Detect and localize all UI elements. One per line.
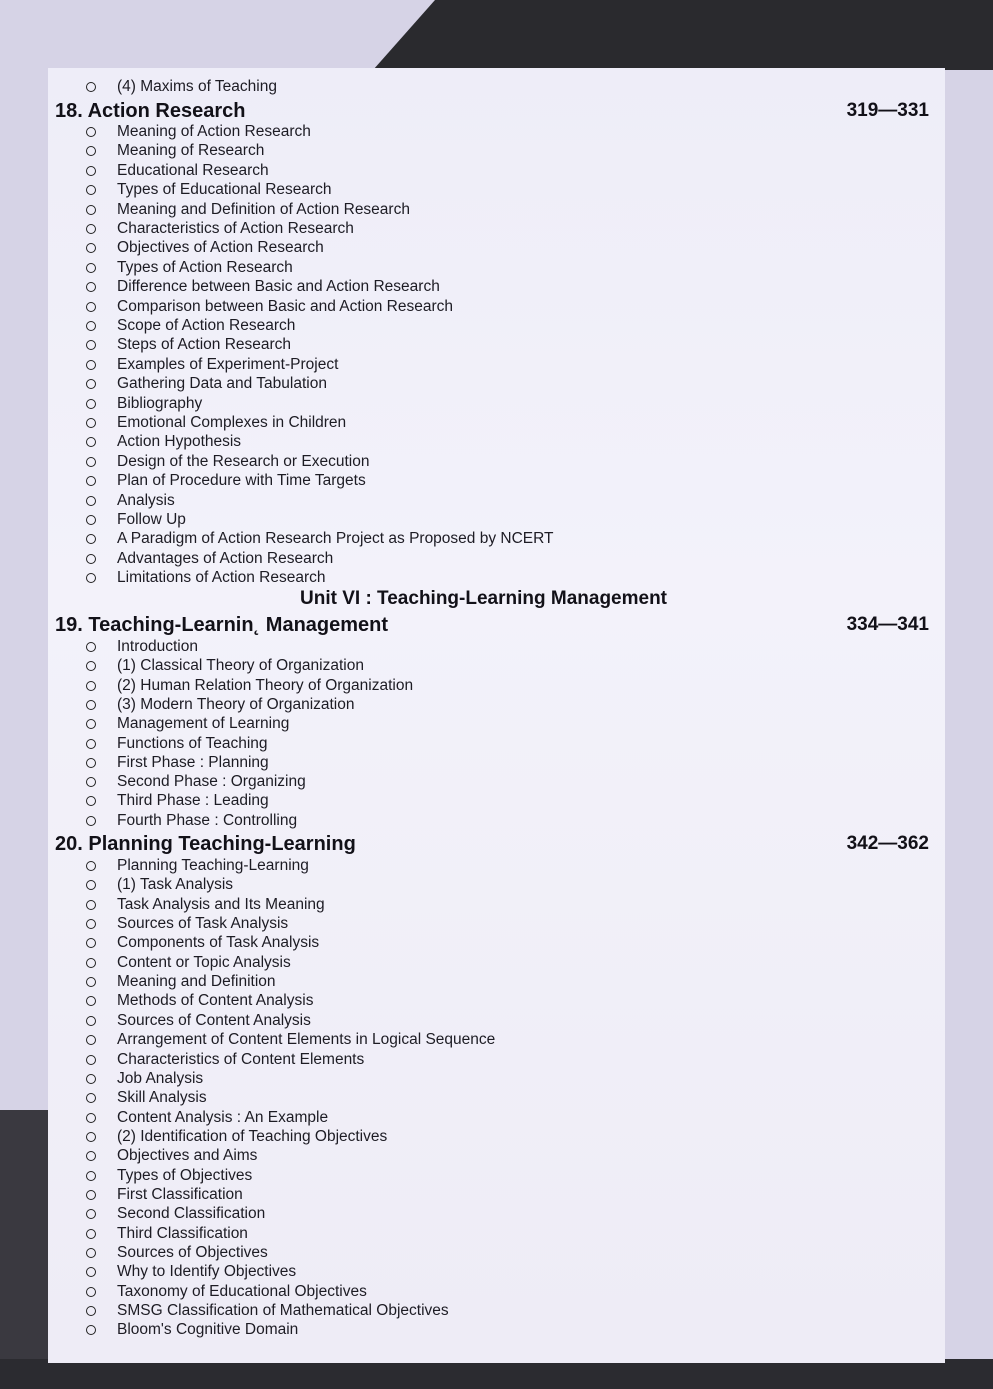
circle-bullet-icon — [86, 739, 96, 749]
toc-item — [86, 471, 366, 491]
circle-bullet-icon — [86, 302, 96, 312]
toc-item — [86, 1127, 387, 1147]
toc-item-label: Examples of Experiment-Project — [117, 355, 339, 373]
circle-bullet-icon — [86, 205, 96, 215]
toc-item-label: Third Phase : Leading — [117, 792, 269, 810]
circle-bullet-icon — [86, 127, 96, 137]
toc-item-label: Gathering Data and Tabulation — [117, 375, 327, 393]
toc-item — [86, 355, 338, 375]
toc-item — [86, 1030, 495, 1050]
unit-heading: Unit VI : Teaching-Learning Management — [300, 588, 668, 609]
toc-item-label: Taxonomy of Educational Objectives — [117, 1282, 367, 1300]
toc-item — [86, 895, 325, 915]
toc-item-label: (3) Modern Theory of Organization — [117, 695, 355, 713]
toc-item-label: Meaning of Action Research — [117, 123, 311, 140]
toc-item — [86, 772, 306, 792]
toc-item — [86, 991, 313, 1011]
toc-item-label: Sources of Task Analysis — [117, 915, 289, 933]
toc-item — [86, 141, 264, 161]
circle-bullet-icon — [86, 861, 96, 871]
circle-bullet-icon — [86, 224, 96, 234]
toc-item — [86, 914, 288, 934]
chapter-heading — [55, 613, 388, 637]
toc-item-label: Meaning and Definition — [117, 973, 276, 991]
circle-bullet-icon — [86, 263, 96, 273]
toc-item — [86, 1050, 364, 1070]
circle-bullet-icon — [86, 243, 96, 253]
toc-item-label: (1) Classical Theory of Organization — [117, 657, 364, 675]
toc-item-label: Methods of Content Analysis — [117, 992, 314, 1010]
circle-bullet-icon — [86, 515, 96, 525]
toc-item-label: Bibliography — [117, 394, 203, 412]
toc-item — [86, 549, 333, 569]
toc-item-label: Management of Learning — [117, 715, 290, 733]
toc-item — [86, 695, 355, 715]
circle-bullet-icon — [86, 399, 96, 409]
toc-item-label: Characteristics of Content Elements — [117, 1050, 365, 1068]
circle-bullet-icon — [86, 880, 96, 890]
toc-item-label: Objectives and Aims — [117, 1147, 258, 1165]
toc-item-label: Introduction — [117, 638, 198, 655]
toc-item-label: Arrangement of Content Elements in Logical Sequence — [117, 1031, 496, 1049]
toc-item — [86, 180, 332, 200]
toc-item-label: (4) Maxims of Teaching — [117, 78, 277, 95]
circle-bullet-icon — [86, 185, 96, 195]
toc-item — [86, 1282, 367, 1302]
toc-item — [86, 933, 319, 953]
circle-bullet-icon — [86, 1190, 96, 1200]
chapter-title: 19. Teaching-Learnin˛ Management — [55, 613, 389, 636]
toc-item-label: Planning Teaching-Learning — [117, 857, 309, 874]
toc-item-label: Content Analysis : An Example — [117, 1108, 329, 1126]
circle-bullet-icon — [86, 437, 96, 447]
toc-item-label: Characteristics of Action Research — [117, 220, 354, 237]
circle-bullet-icon — [86, 379, 96, 389]
toc-item — [86, 1262, 296, 1282]
circle-bullet-icon — [86, 534, 96, 544]
circle-bullet-icon — [86, 1209, 96, 1219]
toc-item — [86, 491, 175, 511]
circle-bullet-icon — [86, 496, 96, 506]
toc-item-label: Plan of Procedure with Time Targets — [117, 472, 366, 490]
circle-bullet-icon — [86, 1248, 96, 1258]
circle-bullet-icon — [86, 977, 96, 987]
toc-item — [86, 1224, 248, 1244]
toc-item-label: Fourth Phase : Controlling — [117, 811, 298, 829]
toc-item — [86, 529, 554, 549]
chapter-page-range: 342—362 — [846, 833, 929, 854]
toc-item — [86, 510, 186, 530]
toc-item-label: Sources of Objectives — [117, 1244, 268, 1261]
toc-item — [86, 1301, 449, 1321]
chapter-title: 20. Planning Teaching-Learning — [55, 832, 356, 855]
toc-item-label: Second Classification — [117, 1205, 266, 1223]
toc-item — [86, 811, 297, 831]
toc-item — [86, 656, 364, 676]
circle-bullet-icon — [86, 958, 96, 968]
toc-item-label: First Phase : Planning — [117, 753, 269, 771]
chapter-heading — [55, 832, 356, 856]
circle-bullet-icon — [86, 1074, 96, 1084]
circle-bullet-icon — [86, 996, 96, 1006]
toc-item — [86, 413, 346, 433]
circle-bullet-icon — [86, 1151, 96, 1161]
toc-item — [86, 676, 413, 696]
circle-bullet-icon — [86, 476, 96, 486]
chapter-page-range: 334—341 — [846, 614, 929, 635]
toc-item-label: A Paradigm of Action Research Project as Proposed by NCERT — [117, 530, 554, 548]
toc-item-label: Content or Topic Analysis — [117, 953, 291, 971]
toc-item-label: Sources of Content Analysis — [117, 1011, 311, 1029]
circle-bullet-icon — [86, 719, 96, 729]
toc-item-label: Why to Identify Objectives — [117, 1263, 297, 1281]
toc-item-label: Action Hypothesis — [117, 433, 242, 451]
toc-item — [86, 200, 410, 220]
toc-item — [86, 637, 198, 657]
toc-item — [86, 1108, 328, 1128]
circle-bullet-icon — [86, 777, 96, 787]
circle-bullet-icon — [86, 1229, 96, 1239]
toc-item-label: Job Analysis — [117, 1069, 204, 1087]
toc-item-label: Comparison between Basic and Action Research — [117, 297, 454, 315]
toc-item — [86, 258, 293, 278]
circle-bullet-icon — [86, 758, 96, 768]
circle-bullet-icon — [86, 1287, 96, 1297]
toc-item — [86, 568, 326, 588]
toc-item-label: Task Analysis and Its Meaning — [117, 895, 325, 913]
toc-item-label: Skill Analysis — [117, 1089, 207, 1107]
toc-item — [86, 122, 311, 142]
circle-bullet-icon — [86, 321, 96, 331]
circle-bullet-icon — [86, 1171, 96, 1181]
toc-item-label: (2) Human Relation Theory of Organization — [117, 676, 414, 694]
toc-item — [86, 734, 268, 754]
circle-bullet-icon — [86, 360, 96, 370]
toc-item-label: (2) Identification of Teaching Objectives — [117, 1127, 388, 1145]
toc-item-label: Advantages of Action Research — [117, 549, 334, 567]
toc-item-label: Scope of Action Research — [117, 317, 296, 334]
toc-item-label: Bloom's Cognitive Domain — [117, 1321, 299, 1339]
circle-bullet-icon — [86, 796, 96, 806]
circle-bullet-icon — [86, 282, 96, 292]
toc-item — [86, 1088, 207, 1108]
chapter-title: 18. Action Research — [55, 99, 246, 122]
toc-item-label: (1) Task Analysis — [117, 876, 234, 894]
circle-bullet-icon — [86, 1035, 96, 1045]
circle-bullet-icon — [86, 457, 96, 467]
toc-item-label: Third Classification — [117, 1224, 248, 1242]
chapter-heading — [55, 99, 245, 123]
circle-bullet-icon — [86, 554, 96, 564]
toc-item — [86, 1320, 298, 1340]
toc-item — [86, 238, 324, 258]
toc-item-label: Design of the Research or Execution — [117, 452, 370, 470]
toc-item — [86, 219, 354, 239]
toc-item — [86, 1166, 252, 1186]
toc-item — [86, 1185, 243, 1205]
circle-bullet-icon — [86, 900, 96, 910]
toc-item-label: Analysis — [117, 491, 175, 509]
toc-item-label: First Classification — [117, 1185, 243, 1203]
circle-bullet-icon — [86, 919, 96, 929]
chapter-page-range: 319—331 — [846, 100, 929, 121]
toc-item-label: Types of Action Research — [117, 258, 293, 276]
circle-bullet-icon — [86, 1306, 96, 1316]
circle-bullet-icon — [86, 1132, 96, 1142]
circle-bullet-icon — [86, 816, 96, 826]
circle-bullet-icon — [86, 418, 96, 428]
circle-bullet-icon — [86, 1093, 96, 1103]
toc-item — [86, 452, 369, 472]
toc-item-label: Components of Task Analysis — [117, 934, 320, 952]
toc-item-label: Steps of Action Research — [117, 336, 292, 354]
toc-item — [86, 753, 269, 773]
toc-item — [86, 394, 202, 414]
circle-bullet-icon — [86, 166, 96, 176]
circle-bullet-icon — [86, 681, 96, 691]
circle-bullet-icon — [86, 573, 96, 583]
circle-bullet-icon — [86, 1016, 96, 1026]
toc-item — [86, 161, 269, 181]
toc-item — [86, 875, 233, 895]
toc-item-label: Emotional Complexes in Children — [117, 414, 347, 431]
toc-item-label: Second Phase : Organizing — [117, 773, 306, 791]
toc-item — [86, 791, 269, 811]
circle-bullet-icon — [86, 700, 96, 710]
toc-item — [86, 297, 453, 317]
toc-item — [86, 972, 276, 992]
toc-item-label: Types of Objectives — [117, 1166, 253, 1184]
toc-item — [86, 1069, 203, 1089]
toc-item-label: Objectives of Action Research — [117, 239, 324, 257]
toc-item — [86, 335, 291, 355]
toc-item — [86, 1243, 268, 1263]
toc-item-label: Meaning and Definition of Action Research — [117, 200, 410, 218]
toc-item — [86, 856, 309, 876]
circle-bullet-icon — [86, 82, 96, 92]
circle-bullet-icon — [86, 1267, 96, 1277]
circle-bullet-icon — [86, 1113, 96, 1123]
toc-item — [86, 1011, 311, 1031]
toc-item — [86, 77, 277, 97]
circle-bullet-icon — [86, 1325, 96, 1335]
toc-item — [86, 1146, 257, 1166]
toc-item — [86, 277, 440, 297]
toc-item — [86, 374, 327, 394]
toc-item — [86, 432, 241, 452]
toc-item — [86, 953, 291, 973]
circle-bullet-icon — [86, 661, 96, 671]
toc-item-label: Meaning of Research — [117, 142, 265, 160]
circle-bullet-icon — [86, 642, 96, 652]
circle-bullet-icon — [86, 938, 96, 948]
toc-item-label: Limitations of Action Research — [117, 569, 326, 587]
toc-item-label: SMSG Classification of Mathematical Objectives — [117, 1302, 449, 1320]
toc-item-label: Follow Up — [117, 511, 186, 528]
toc-item — [86, 316, 295, 336]
circle-bullet-icon — [86, 340, 96, 350]
toc-item-label: Difference between Basic and Action Research — [117, 278, 440, 296]
circle-bullet-icon — [86, 146, 96, 156]
toc-item — [86, 1204, 265, 1224]
toc-item-label: Functions of Teaching — [117, 734, 268, 752]
toc-item-label: Educational Research — [117, 161, 269, 179]
toc-item-label: Types of Educational Research — [117, 181, 332, 199]
circle-bullet-icon — [86, 1055, 96, 1065]
toc-item — [86, 714, 289, 734]
